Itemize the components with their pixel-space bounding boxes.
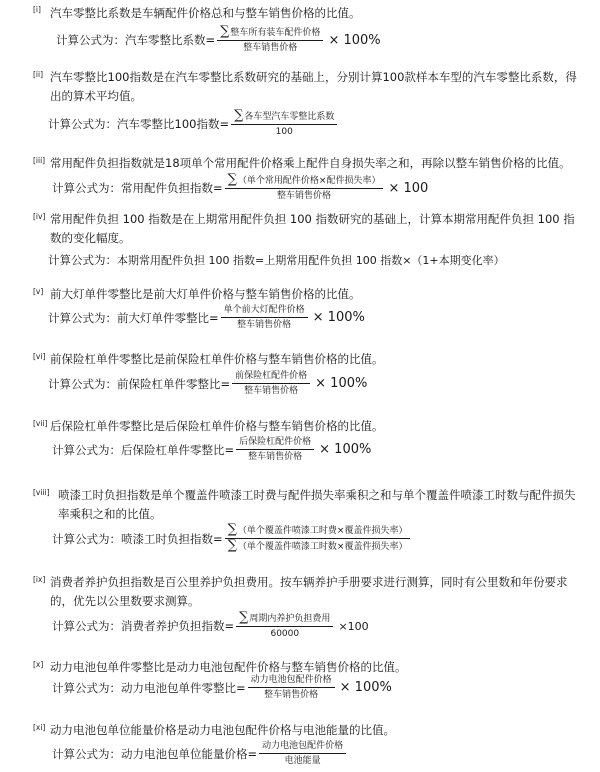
fraction — [225, 524, 411, 553]
formula — [56, 26, 381, 54]
definition-text: 常用配件负担 100 指数是在上期常用配件负担 100 指数研究的基础上，计算本期常用配件负担 100 指数的变化幅度。 — [50, 212, 575, 245]
definition-text: 汽车零整比100指数是在汽车零整比系数研究的基础上，分别计算100款样本车型的汽车零整比系数，得出的算术平均值。 — [50, 70, 577, 103]
formula — [48, 110, 339, 138]
footnote-marker: [iv] — [33, 212, 46, 221]
fraction — [231, 110, 337, 138]
formula-prefix: 计算公式为： — [52, 442, 121, 457]
numerator: 动力电池包配件价格 — [250, 675, 332, 685]
denominator: 整车销售价格 — [248, 452, 303, 462]
footnote-marker: [ix] — [33, 575, 46, 584]
fraction — [232, 370, 310, 397]
fraction — [259, 740, 346, 767]
numerator: 后保险杠配件价格 — [239, 437, 312, 447]
denominator: 电池能量 — [284, 756, 321, 766]
fraction — [225, 174, 384, 202]
formula-prefix: 计算公式为： — [48, 310, 117, 325]
formula-lhs: 汽车零整比系数= — [125, 33, 216, 47]
definition-text: 汽车零整比系数是车辆配件价格总和与整车销售价格的比值。 — [50, 6, 361, 20]
footnote-marker: [v] — [33, 287, 44, 296]
footnote-marker: [x] — [33, 660, 44, 669]
formula-lhs: 汽车零整比100指数= — [117, 117, 230, 131]
definition-text: 后保险杠单件零整比是后保险杠单件价格与整车销售价格的比值。 — [50, 419, 384, 433]
denominator: 整车销售价格 — [277, 191, 332, 201]
numerator: 单个前大灯配件价格 — [223, 305, 305, 315]
definition-text: 前大灯单件零整比是前大灯单件价格与整车销售价格的比值。 — [50, 287, 361, 301]
sigma-symbol: ∑ — [234, 108, 244, 123]
numerator: 动力电池包配件价格 — [262, 741, 344, 751]
footnote-marker: [iii] — [33, 156, 46, 165]
formula-tail: × 100% — [312, 310, 365, 325]
footnote-marker: [ii] — [33, 70, 44, 79]
fraction — [248, 674, 335, 701]
formula-tail: × 100% — [339, 680, 392, 695]
formula-lhs: 后保险杠单件零整比= — [121, 442, 235, 457]
formula-tail: × 100% — [328, 32, 381, 48]
formula-tail: ×100 — [338, 619, 369, 633]
sigma-symbol: ∑ — [227, 522, 237, 537]
formula-prefix: 计算公式为： — [56, 33, 125, 47]
fraction — [236, 436, 314, 463]
footnote-marker: [i] — [33, 5, 41, 14]
definition-text: 前保险杠单件零整比是前保险杠单件价格与整车销售价格的比值。 — [50, 352, 384, 366]
formula-prefix: 计算公式为： — [52, 619, 121, 633]
formula-prefix: 计算公式为： — [52, 680, 121, 695]
definition-text: 喷漆工时负担指数是单个覆盖件喷漆工时费与配件损失率乘积之和与单个覆盖件喷漆工时数与配件损失率乘积之和的比值。 — [58, 488, 576, 521]
fraction — [217, 26, 323, 54]
denominator: 整车销售价格 — [264, 690, 319, 700]
denominator: 整车销售价格 — [244, 386, 299, 396]
formula — [52, 740, 348, 767]
formula — [52, 674, 392, 701]
fraction — [221, 304, 308, 331]
definition-text: 动力电池包单位能量价格是动力电池包配件价格与电池能量的比值。 — [50, 723, 395, 737]
numerator: 整车所有装车配件价格 — [230, 28, 321, 38]
sigma-symbol: ∑ — [227, 538, 237, 553]
formula-lhs: 动力电池包单件零整比= — [121, 680, 246, 695]
formula-tail: × 100% — [319, 442, 372, 457]
formula-lhs: 前保险杠单件零整比= — [117, 376, 231, 391]
formula — [52, 524, 412, 553]
formula-tail: × 100% — [315, 376, 368, 391]
formula-lhs: 常用配件负担指数= — [121, 181, 223, 195]
denominator: 整车销售价格 — [243, 43, 298, 53]
formula-prefix: 计算公式为： — [52, 746, 121, 761]
numerator: （单个覆盖件喷漆工时费×覆盖件损失率） — [237, 526, 408, 536]
formula-prefix: 计算公式为： — [48, 376, 117, 391]
formula-prefix: 计算公式为： — [48, 117, 117, 131]
formula — [48, 304, 365, 331]
footnote-marker: [xi] — [33, 723, 46, 732]
numerator: 各车型汽车零整比系数 — [244, 112, 335, 122]
formula-tail: × 100 — [388, 180, 429, 196]
formula-lhs: 消费者养护负担指数= — [121, 619, 235, 633]
denominator: 100 — [275, 127, 293, 137]
denominator: （单个覆盖件喷漆工时数×覆盖件损失率） — [237, 542, 408, 552]
definition-text: 消费者养护负担指数是百公里养护负担费用。按车辆养护手册要求进行测算，同时有公里数和年份要求的，优先以公里数要求测算。 — [50, 575, 568, 608]
formula-lhs: 动力电池包单位能量价格= — [121, 746, 258, 761]
numerator: （单个常用配件价格×配件损失率） — [237, 176, 381, 186]
formula — [52, 174, 428, 202]
formula-lhs: 喷漆工时负担指数= — [121, 531, 223, 546]
formula — [52, 436, 371, 463]
definition-text: 动力电池包单件零整比是动力电池包配件价格与整车销售价格的比值。 — [50, 660, 407, 674]
formula-prefix: 计算公式为： — [52, 531, 121, 546]
formula-lhs: 前大灯单件零整比= — [117, 310, 219, 325]
formula — [48, 370, 367, 397]
formula — [52, 612, 369, 640]
footnote-marker: [vi] — [33, 352, 46, 361]
footnote-marker: [viii] — [33, 488, 50, 497]
formula-prefix: 计算公式为： — [52, 181, 121, 195]
formula-text: 本期常用配件负担 100 指数=上期常用配件负担 100 指数×（1+本期变化率） — [117, 254, 505, 267]
denominator: 60000 — [270, 629, 300, 639]
numerator: 周期内养护负担费用 — [249, 614, 331, 624]
formula-prefix: 计算公式为： — [48, 253, 117, 267]
numerator: 前保险杠配件价格 — [235, 371, 308, 381]
sigma-symbol: ∑ — [227, 172, 237, 187]
sigma-symbol: ∑ — [220, 24, 230, 39]
footnote-marker: [vii] — [33, 419, 48, 428]
definition-text: 常用配件负担指数就是18项单个常用配件价格乘上配件自身损失率之和，再除以整车销售价格的比值。 — [50, 156, 571, 170]
sigma-symbol: ∑ — [239, 610, 249, 625]
fraction — [236, 612, 333, 640]
denominator: 整车销售价格 — [237, 320, 292, 330]
formula — [48, 252, 505, 268]
